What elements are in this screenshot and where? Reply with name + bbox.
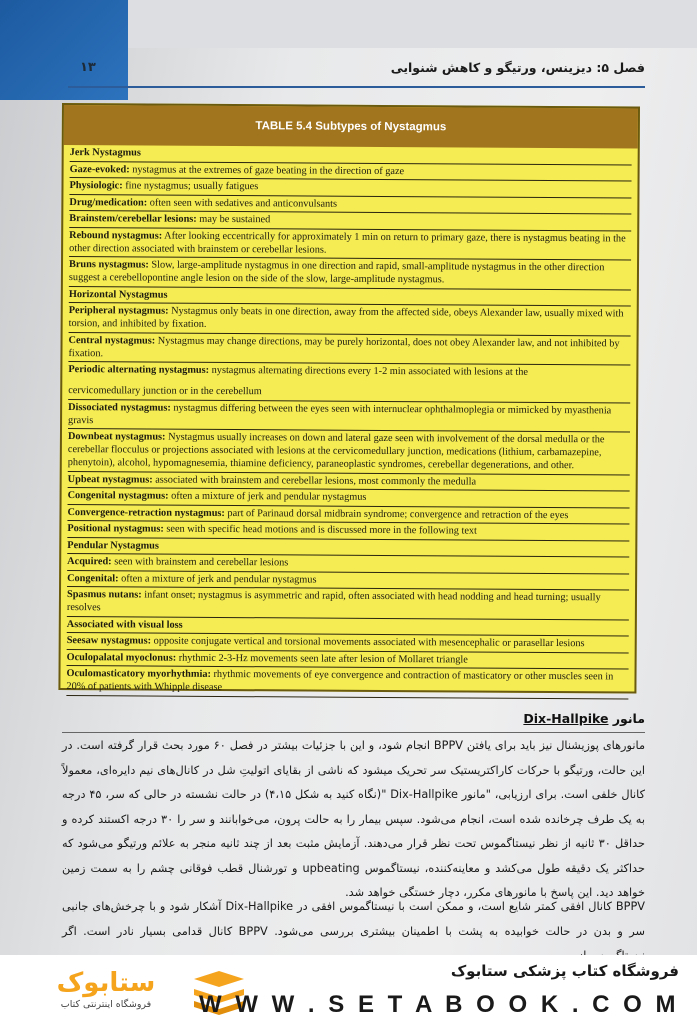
- row-term: Bruns nystagmus:: [68, 259, 149, 271]
- table-row: [69, 303, 631, 336]
- row-description: often a mixture of jerk and pendular nystagmus: [168, 490, 367, 503]
- row-term: Oculomasticatory myorhythmia:: [66, 668, 211, 680]
- logo-wordmark: ستابوک: [56, 968, 156, 998]
- chapter-title: فصل ۵: دیزینس، ورتیگو و کاهش شنوایی: [390, 60, 645, 75]
- row-description: fine nystagmus; usually fatigues: [122, 180, 259, 193]
- row-term: Congenital:: [67, 572, 119, 584]
- page-number: ١٣: [80, 60, 96, 75]
- row-term: Pendular Nystagmus: [67, 539, 159, 552]
- row-description: nystagmus at the extremes of gaze beating in the direction of gaze: [129, 163, 405, 177]
- nystagmus-table: [58, 103, 640, 694]
- table-title: TABLE 5.4 Subtypes of Nystagmus: [64, 105, 638, 149]
- table-row: [66, 666, 628, 699]
- row-term: Oculopalatal myoclonus:: [66, 651, 177, 664]
- row-description: often a mixture of jerk and pendular nystagmus: [118, 572, 317, 586]
- row-description: associated with brainstem and cerebellar lesions, most commonly the medulla: [152, 474, 477, 488]
- row-description: nystagmus alternating directions every 1-2 min associated with lesions at the: [209, 364, 528, 378]
- store-url[interactable]: W W W . S E T A B O O K . C O M: [198, 991, 679, 1018]
- row-description: part of Parinaud dorsal midbrain syndrome; convergence and retraction of the eyes: [224, 507, 569, 521]
- chapter-rule: [68, 86, 645, 88]
- page-corner-band: [0, 0, 128, 100]
- table-row: [68, 429, 630, 475]
- section-title: [523, 711, 645, 726]
- table-row: [69, 257, 631, 290]
- row-term: Rebound nystagmus:: [69, 229, 163, 242]
- table-row: [68, 400, 630, 433]
- paragraph-2: BPPV کانال افقی کمتر شایع است، و ممکن است با نیستاگموس افقی در Dix-Hallpike آشکار شود و با چرخش‌های جانبی سر و بدن در حالت خوابیده به پشت با اطمینان بیشتری بررسی می‌شود. BPPV کانال قدامی بسیار نادر است. اگر: [62, 900, 646, 938]
- row-description: Nystagmus only beats in one direction, away from the affected side, obeys Alexander law, usually mixed with torsion, and inhibited by fixation.: [68, 305, 624, 330]
- table-body: [60, 145, 637, 699]
- row-term: Jerk Nystagmus: [69, 147, 141, 159]
- row-term: Central nystagmus:: [68, 334, 156, 347]
- row-description: Nystagmus may change directions, may be purely horizontal, does not obey Alexander law, and not inhibited by fixation.: [68, 335, 620, 359]
- store-logo: [26, 967, 186, 1011]
- row-description: nystagmus differing between the eyes seen with internuclear ophthalmoplegia or mimicked by myasthenia gravis: [68, 402, 612, 426]
- row-term: Periodic alternating nystagmus:: [68, 364, 210, 376]
- row-description: opposite conjugate vertical and torsional movements associated with mesencephalic or parasellar lesions: [151, 635, 585, 650]
- table-row: [68, 362, 630, 403]
- table-row: [69, 228, 631, 261]
- row-term: Spasmus nutans:: [66, 589, 142, 601]
- logo-tagline: فروشگاه اینترنتی کتاب: [60, 999, 152, 1010]
- row-term: Acquired:: [67, 556, 112, 568]
- page-top-band: [128, 0, 697, 48]
- row-continuation: cervicomedullary junction or in the cerebellum: [68, 385, 262, 398]
- row-description: After looking eccentrically for approximately 1 min on return to primary gaze, there is nystagmus beating in the other direction associated with brainstem or cerebellar lesions.: [69, 230, 626, 256]
- row-term: Downbeat nystagmus:: [67, 431, 166, 443]
- row-description: often seen with sedatives and anticonvulsants: [147, 197, 338, 210]
- paragraph-1: مانورهای پوزیشنال نیز باید برای یافتن BPPV انجام شود، و این با جزئیات بیشتر در فصل ۶۰ مورد بحث قرار گرفته است. در این حالت، ورتیگو با حرکات کاراکتریستیک سر تحریک میشود که ناشی از بقایای اتولیتِ شل در کانال‌های نیم دایره‌ای، معمولاً کانال خلفی است. برای ارزیابی، "مانور Dix-Hallpike "(نگاه کنید به شکل ۴،۱۵) در حالت نشسته در حالی که سر، ۴۵ درجه به یک طرف چرخانده شده است، انجام می‌شود. سپس بیمار را به حالت پرون، می‌خوابانند و سر را ۳۰ درجه اکستند کرده و حداقل ۳۰ ثانیه از نظر نیستاگموس تحت نظر قرار می‌دهند. آزمایش مثبت بعد از چند ثانیه منجر به علائم ورتیگو می‌شود که حداکثر یک دقیقه طول می‌کشد و معاینه‌کننده، نیستاگموس upbeating و تورشنال قطب فوقانی چشم را به سمت زمین خواهد دید. این پاسخ با مانورهای مکرر، دچار خستگی خواهد شد.: [62, 739, 645, 899]
- row-description: rhythmic movements of eye convergence and contraction of masticatory or other muscles seen in 20% of patients with Whipple disease: [66, 668, 614, 693]
- row-term: Dissociated nystagmus:: [68, 401, 171, 414]
- table-row: [67, 587, 629, 620]
- row-term: Gaze-evoked:: [69, 163, 130, 175]
- row-term: Upbeat nystagmus:: [67, 473, 153, 486]
- row-description: seen with brainstem and cerebellar lesions: [111, 556, 289, 569]
- row-description: infant onset; nystagmus is asymmetric and rapid, often associated with head nodding and head turning; usually resolves: [66, 589, 601, 614]
- row-term: Physiologic:: [69, 180, 123, 192]
- row-description: rhythmic 2-3-Hz movements seen late after lesion of Mollaret triangle: [176, 652, 468, 665]
- row-description: may be sustained: [196, 213, 271, 226]
- row-term: Horizontal Nystagmus: [68, 288, 168, 301]
- section-rule: [62, 732, 645, 733]
- row-term: Congenital nystagmus:: [67, 490, 169, 502]
- store-footer: [0, 955, 697, 1024]
- store-name: فروشگاه کتاب پزشکی ستابوک: [450, 962, 679, 980]
- row-term: Seesaw nystagmus:: [66, 635, 152, 647]
- row-description: Nystagmus usually increases on down and lateral gaze seen with involvement of the dorsal medulla or the cerebellar flocculus or projections associated with lesions at the cervicomedullary junction, medications (lithium, carbamazepine, phenytoin), alcohol, hypomagnesemia, thiamine deficiency, paraneoplastic syndromes, cerebellar degenerations, and other.: [67, 431, 605, 472]
- row-term: Positional nystagmus:: [67, 523, 164, 535]
- section-title-fa: مانور: [612, 711, 645, 726]
- table-row: [68, 333, 630, 366]
- row-term: Drug/medication:: [69, 196, 148, 209]
- row-description: Slow, large-amplitude nystagmus in one direction and rapid, small-amplitude nystagmus in the other direction suggest a cerebellopontine angle lesion on the side of the slow, large-amplitude nystagmus.: [68, 259, 605, 286]
- row-term: Associated with visual loss: [66, 618, 183, 631]
- row-term: Brainstem/cerebellar lesions:: [69, 213, 197, 225]
- row-term: Convergence-retraction nystagmus:: [67, 506, 225, 519]
- row-term: Peripheral nystagmus:: [68, 305, 169, 317]
- section-title-en: Dix-Hallpike: [523, 711, 609, 726]
- row-description: seen with specific head motions and is discussed more in the following text: [163, 523, 477, 537]
